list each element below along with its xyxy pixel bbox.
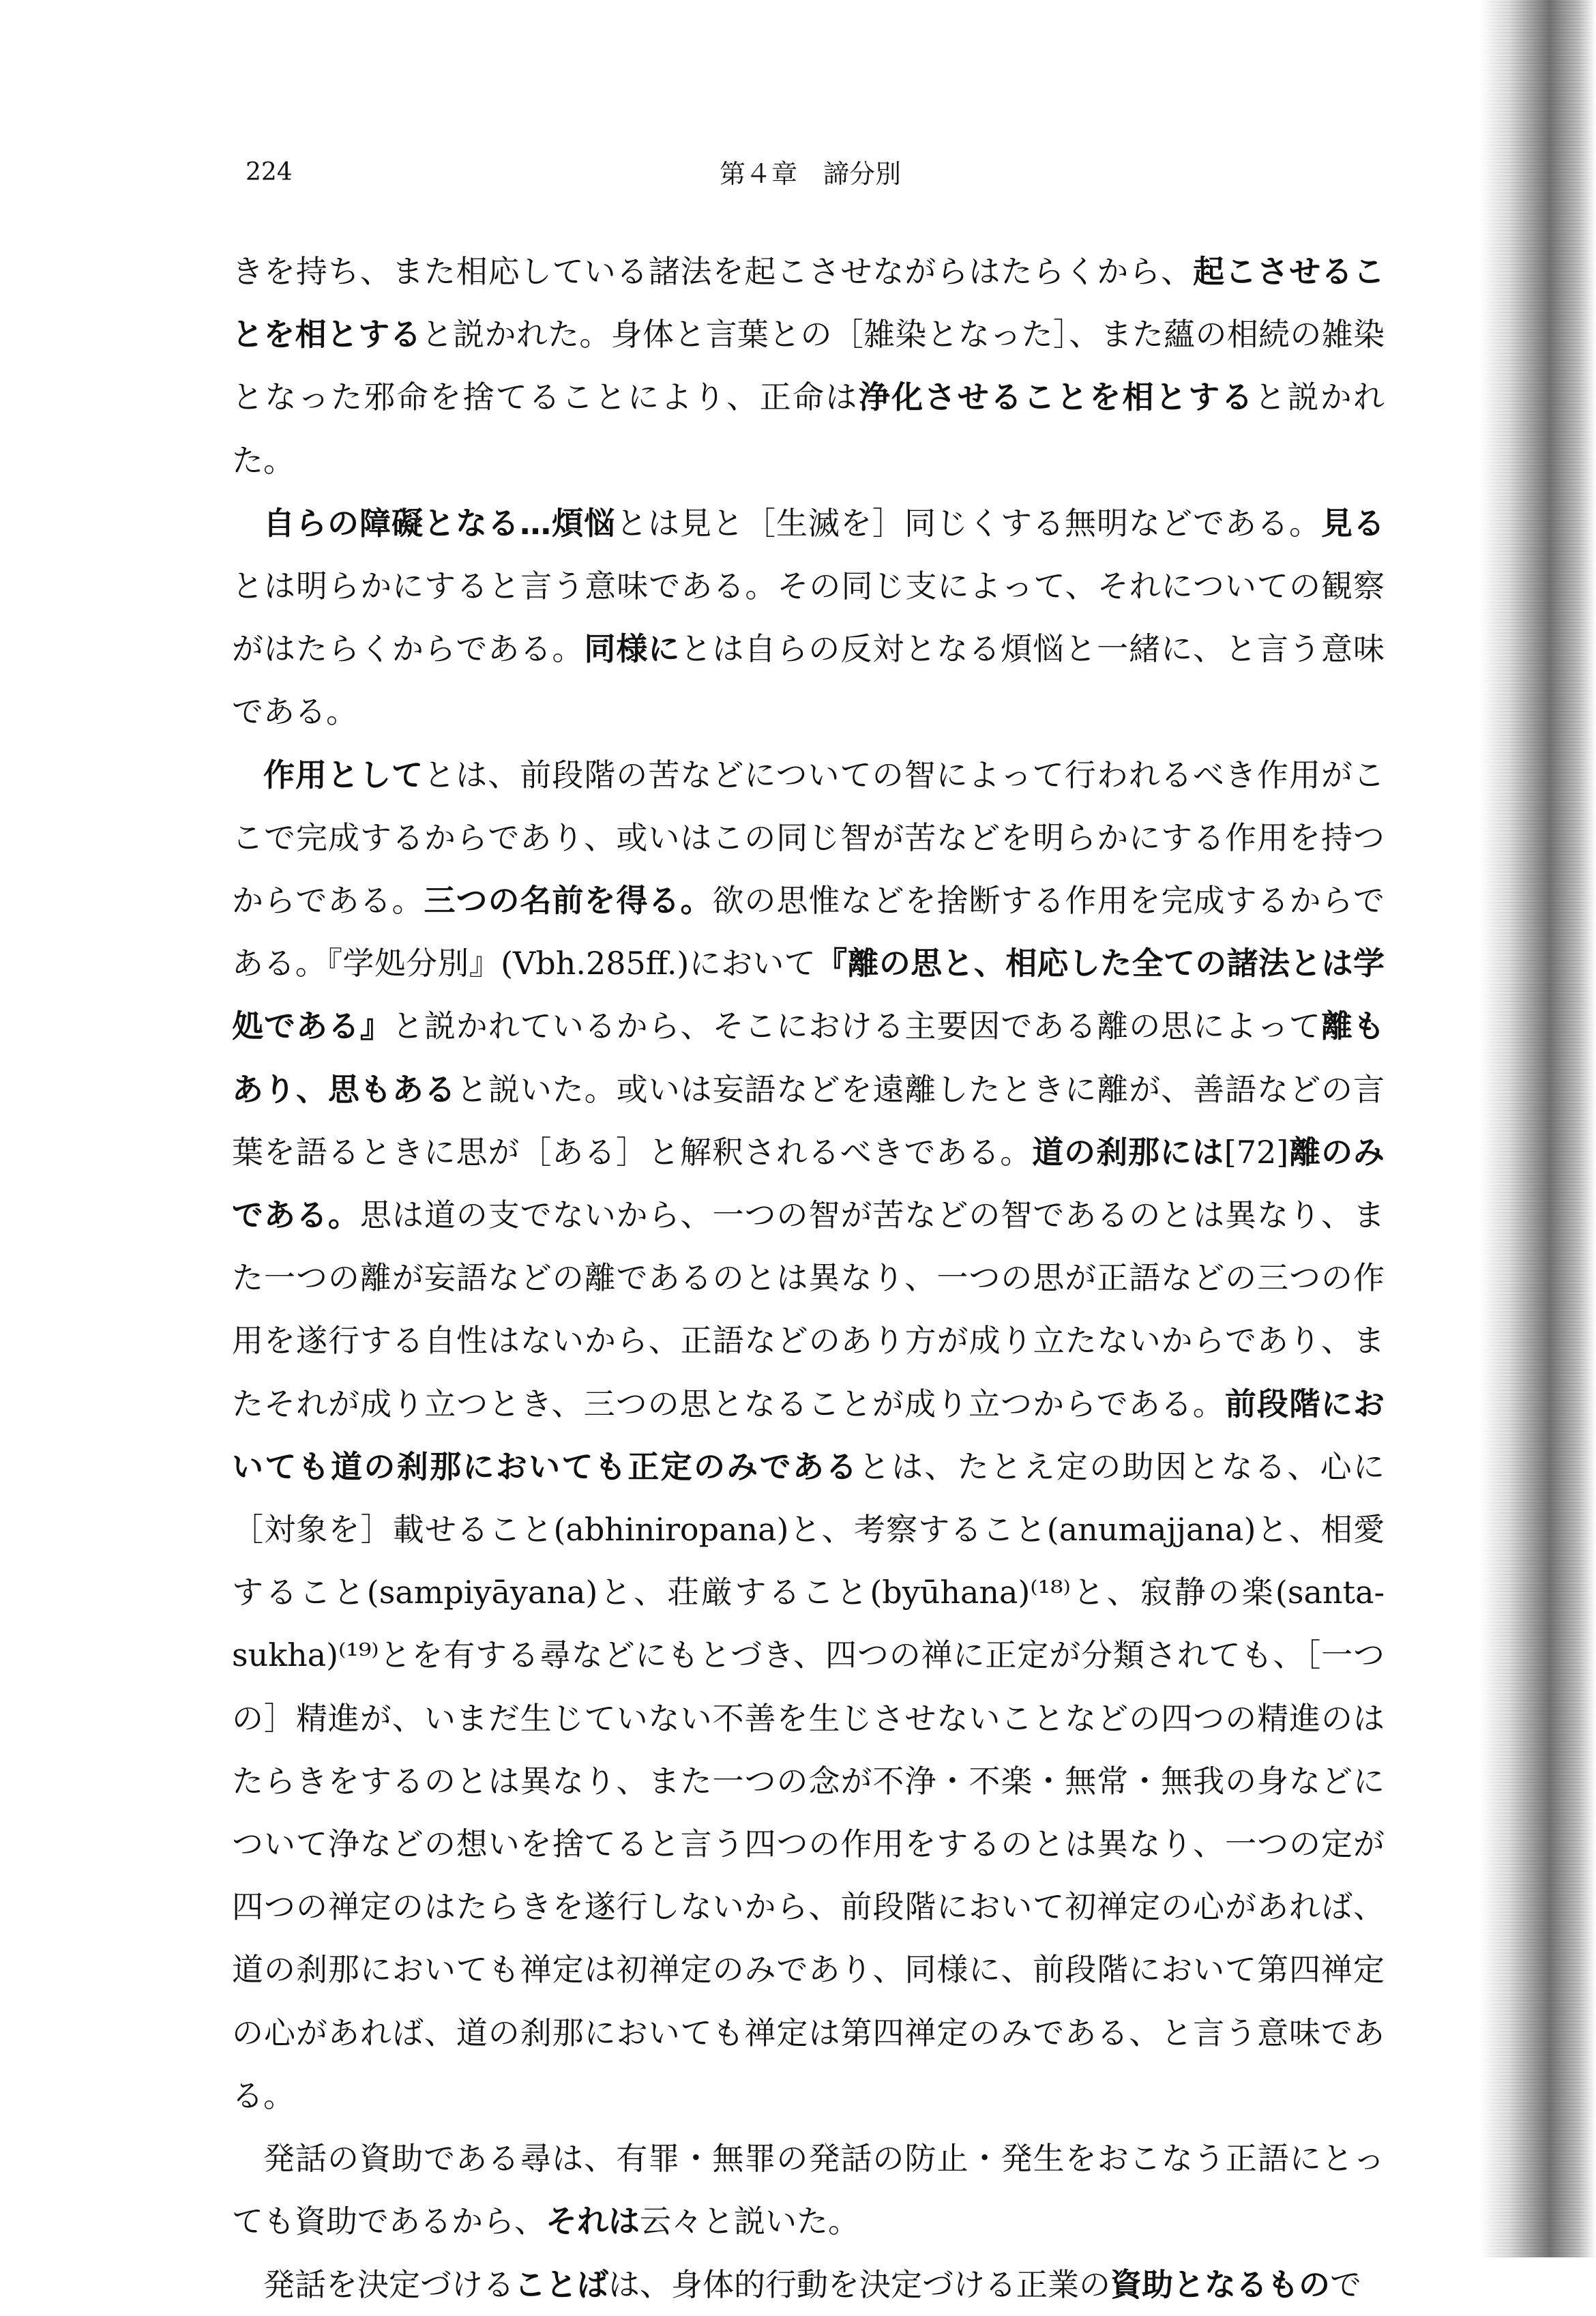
body-text xyxy=(232,240,1385,2316)
text-segment: とは明らかにすると言う意味である。その同じ支によって、それについての観察がはたらくからである。 xyxy=(232,568,1385,668)
bold-term: 前段階においても道の刹那においても正定のみである xyxy=(232,1385,1385,1485)
text-segment: きを持ち、また相応している諸法を起こさせながらはたらくから、 xyxy=(232,253,1194,290)
bold-term: ことば xyxy=(514,2266,608,2303)
text-segment: とは自らの反対となる煩悩と一緒に、と言う意味である。 xyxy=(232,630,1385,731)
bold-term: 離もあり、思もある xyxy=(232,1008,1385,1108)
text-segment: 欲の思惟などを捨断する作用を完成するからである。『学処分別』(Vbh.285ff.)において xyxy=(232,882,1385,982)
bold-term: 資助となるもの xyxy=(1110,2266,1330,2303)
bold-term: 浄化させることを相とする xyxy=(858,379,1254,416)
text-segment: 発話を決定づける xyxy=(263,2266,514,2303)
page-number: 224 xyxy=(246,158,293,186)
scan-shadow-edge xyxy=(1480,0,1596,2257)
bold-term: 見る xyxy=(1321,504,1385,542)
text-segment: は、身体的行動を決定づける正業の xyxy=(608,2266,1110,2303)
text-segment: とは、前段階の苦などについての智によって行われるべき作用がここで完成するからであり、或いはこの同じ智が苦などを明らかにする作用を持つからである。 xyxy=(232,756,1385,920)
bold-term: 『離の思と、相応した全ての諸法とは学処である』 xyxy=(232,945,1385,1045)
paragraph xyxy=(232,240,1385,492)
bold-term: 離のみである。 xyxy=(232,1133,1385,1234)
text-segment: と説かれた。 xyxy=(232,379,1385,479)
text-segment: とは見と［生滅を］同じくする無明などである。 xyxy=(616,504,1321,542)
text-segment: と説いた。或いは妄語などを遠離したときに離が、善語などの言葉を語るときに思が［ある］と解釈されるべきである。 xyxy=(232,1070,1385,1171)
bold-term: 道の刹那には xyxy=(1032,1133,1224,1171)
text-segment: 云々と説いた。 xyxy=(640,2203,859,2240)
bold-term: それは xyxy=(546,2203,640,2240)
bold-term: 同様に xyxy=(584,630,681,668)
text-segment: 思は道の支でないから、一つの智が苦などの智であるのとは異なり、また一つの離が妄語などの離であるのとは異なり、一つの思が正語などの三つの作用を遂行する自性はないから、正語などのあり方が成り立たないからであり、またそれが成り立つとき、三つの思となることが成り立つからである。 xyxy=(232,1197,1385,1422)
paragraph xyxy=(232,492,1385,744)
paragraph xyxy=(232,2253,1385,2316)
running-head: 第４章 諦分別 xyxy=(720,159,902,189)
bold-term: 三つの名前を得る。 xyxy=(424,882,713,920)
bold-term: 自らの障礙となる…煩悩 xyxy=(263,504,616,542)
text-segment: と説かれた。身体と言葉との［雑染となった］、また蘊の相続の雑染となった邪命を捨てることにより、正命は xyxy=(232,316,1385,416)
text-segment: で xyxy=(1330,2266,1361,2303)
text-segment: と説かれているから、そこにおける主要因である離の思によって xyxy=(391,1008,1322,1045)
text-segment: 発話の資助である尋は、有罪・無罪の発話の防止・発生をおこなう正語にとっても資助であるから、 xyxy=(232,2140,1385,2240)
text-segment: [72] xyxy=(1224,1133,1289,1171)
paragraph xyxy=(232,2127,1385,2253)
bold-term: 起こさせることを相とする xyxy=(232,253,1385,353)
bold-term: 作用として xyxy=(263,756,424,793)
text-segment: とは、たとえ定の助因となる、心に［対象を］載せること(abhiniropana)と、考察すること(anumajjana)と、相愛すること(sampiyāyana)と、荘厳すること(byūhana)⁽¹⁸⁾と、寂静の楽(santa-sukha)⁽¹⁹⁾とを有する尋などにもとづき、四つの禅に正定が分類されても、［一つの］精進が、いまだ生じていない不善を生じさせないことなどの四つの精進のはたらきをするのとは異なり、また一つの念が不浄・不楽・無常・無我の身などについて浄などの想いを捨てると言う四つの作用をするのとは異なり、一つの定が四つの禅定のはたらきを遂行しないから、前段階において初禅定の心があれば、道の刹那においても禅定は初禅定のみであり、同様に、前段階において第四禅定の心があれば、道の刹那においても禅定は第四禅定のみである、と言う意味である。 xyxy=(232,1448,1385,2114)
paragraph xyxy=(232,744,1385,2127)
